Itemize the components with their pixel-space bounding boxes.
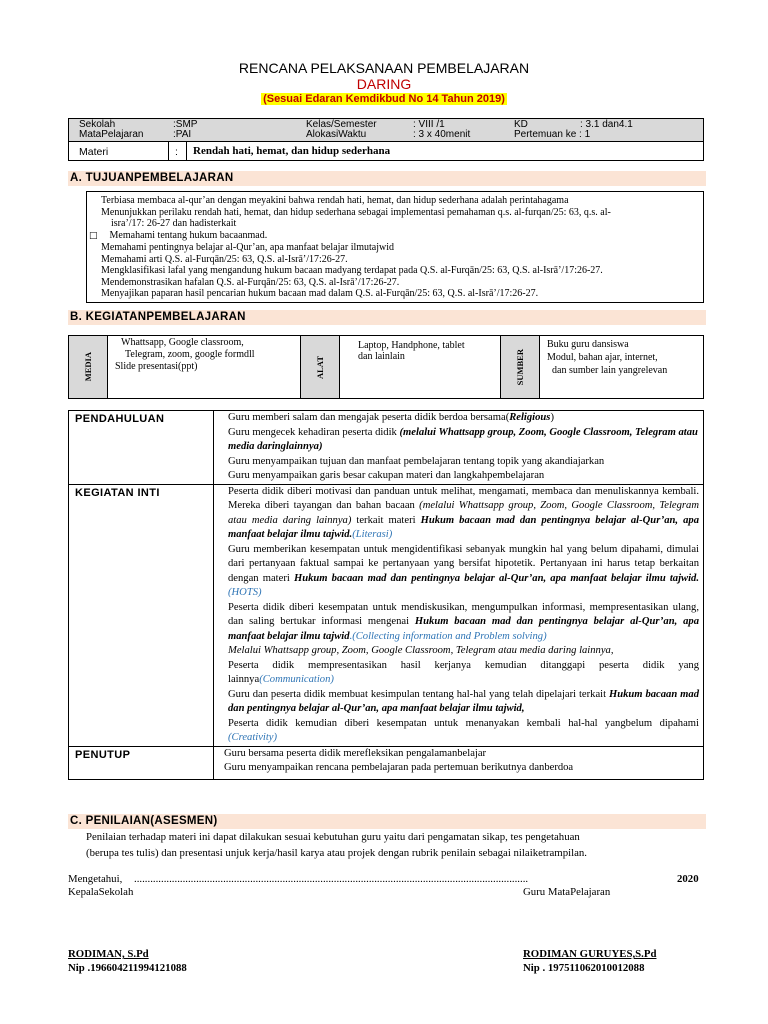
i2a-text: Guru memberikan kesempatan untuk mengidentifikasi sebanyak mungkin hal yang belum dipahami, dimulai dari pertanyaan faktual sampai ke pertanyaan yang bersifat hipotetik. Pertanyaan ini harus tetap berkaitan dengan materi	[228, 543, 699, 584]
section-b-title: B. KEGIATANPEMBELAJARAN	[68, 310, 706, 325]
i6a-text: Guru dan peserta didik membuat kesimpulan tentang hal-hal yang telah dipelajari terkait	[228, 688, 609, 700]
pendahuluan-label: PENDAHULUAN	[69, 411, 214, 485]
inti-step-6	[228, 688, 699, 717]
materi-colon: :	[175, 146, 178, 158]
alat-label: ALAT	[315, 355, 325, 379]
i1b-text: (melalui Whattsapp group, Zoom, Google Classroom, Telegram atau media daring lainnya)	[228, 500, 700, 526]
penutup-content	[214, 746, 704, 779]
i1c-text: terkait materi	[351, 514, 421, 526]
guru-label: Guru MataPelajaran	[523, 886, 611, 898]
objective-7: Mendemonstrasikan hafalan Q.S. al-Furqān/25: 63, Q.S. al-Isrā’/17:26-27.	[101, 276, 400, 288]
p2-emphasis: (melalui Whattsapp group, Zoom, Google Classroom, Telegram atau media daringlainnya)	[228, 426, 698, 452]
info-grid-divider	[69, 141, 703, 142]
sekolah-label: Sekolah	[79, 119, 116, 130]
alat-item-2: dan lainlain	[358, 351, 405, 362]
objective-8: Menyajikan paparan hasil pencarian hukum bacaan mad dalam Q.S. al-Furqān/25: 63, Q.S. al-Isrā’/17:26-27.	[101, 288, 539, 299]
kelas-label: Kelas/Semester	[306, 119, 377, 130]
alokasi-label: AlokasiWaktu	[306, 129, 367, 140]
penutup-step-2: Guru menyampaikan rencana pembelajaran pada pertemuan berikutnya danberdoa	[224, 762, 574, 773]
document-mode: DARING	[356, 76, 412, 92]
pendahuluan-step-4: Guru menyampaikan garis besar cakupan materi dan langkahpembelajaran	[228, 470, 545, 481]
i7b-text: (Creativity)	[228, 732, 278, 743]
sumber-item-2: Modul, bahan ajar, internet,	[547, 352, 658, 363]
inti-step-5	[228, 659, 699, 688]
signatory-right-nip: Nip . 197511062010012088	[523, 962, 645, 974]
document-note-text: (Sesuai Edaran Kemdikbud No 14 Tahun 2019)	[263, 93, 505, 105]
objective-3	[89, 229, 697, 243]
inti-step-3	[228, 601, 699, 645]
activity-row-pendahuluan	[69, 411, 704, 485]
alokasi-value: : 3 x 40menit	[413, 129, 471, 140]
materi-value: Rendah hati, hemat, dan hidup sederhana	[193, 145, 391, 157]
pendahuluan-step-1	[228, 411, 699, 426]
i3c-text: .(Collecting information and Problem solving)	[349, 630, 547, 642]
sumber-item-3: dan sumber lain yangrelevan	[552, 365, 668, 376]
info-grid	[68, 118, 704, 161]
pendahuluan-step-2	[228, 426, 699, 455]
inti-label: KEGIATAN INTI	[69, 484, 214, 746]
pertemuan-label: Pertemuan ke : 1	[514, 129, 591, 140]
i2b-text: Hukum bacaan mad dan pentingnya belajar al-Qur’an, apa manfaat belajar ilmu tajwid.	[293, 572, 699, 584]
i5a-text: Peserta didik mempresentasikan hasil kerjanya kemudian ditanggapi peserta didik yang lainnya	[228, 659, 699, 685]
materi-label: Materi	[79, 146, 109, 158]
p1-text: Guru memberi salam dan mengajak peserta didik berdoa bersama(	[228, 412, 510, 423]
alat-list	[358, 340, 465, 362]
signatory-left-name: RODIMAN, S.Pd	[68, 948, 149, 960]
objective-2-cont: isra’/17: 26-27 dan hadisterkait	[111, 218, 237, 229]
i7a-text: Peserta didik kemudian diberi kesempatan untuk menanyakan kembali hal-hal yangbelum dipahami	[228, 717, 699, 729]
kelas-value: : VIII /1	[413, 119, 445, 130]
penutup-label: PENUTUP	[69, 746, 214, 779]
media-label-cell	[69, 336, 108, 398]
i6b-text: Hukum bacaan mad dan pentingnya belajar al-Qur’an, apa manfaat belajar ilmu tajwid,	[228, 688, 699, 714]
assessment-line-2: (berupa tes tulis) dan presentasi unjuk kerja/hasil karya atau projek dengan rubrik penilain sebagai nilaiketrampilan.	[86, 847, 587, 859]
media-label: MEDIA	[83, 352, 93, 382]
assessment-line-1: Penilaian terhadap materi ini dapat dilakukan sesuai kebutuhan guru yaitu dari pengamatan sikap, tes pengetahuan	[86, 831, 580, 843]
i2c-text: (HOTS)	[228, 587, 262, 598]
i1a-text: Peserta didik diberi motivasi dan panduan untuk melihat, mengamati, membaca dan menuliskannya kembali. Mereka diberi tayangan dan bahan bacaan	[228, 485, 699, 511]
penutup-step-1: Guru bersama peserta didik merefleksikan pengalamanbelajar	[224, 747, 487, 759]
i1e-text: (Literasi)	[352, 529, 393, 540]
sekolah-value: :SMP	[173, 119, 198, 130]
sumber-label: SUMBER	[515, 348, 525, 386]
sumber-item-1: Buku guru dansiswa	[547, 339, 629, 350]
activity-row-inti	[69, 484, 704, 746]
mengetahui-label: Mengetahui,	[68, 873, 123, 885]
inti-content	[214, 484, 704, 746]
resources-box	[68, 335, 704, 399]
inti-step-7	[228, 717, 699, 746]
inti-step-4: Melalui Whattsapp group, Zoom, Google Classroom, Telegram atau media daring lainnya,	[228, 645, 614, 656]
activity-row-penutup	[69, 746, 704, 779]
sumber-list	[547, 338, 667, 377]
signatory-right-name: RODIMAN GURUYES,S.Pd	[523, 948, 657, 960]
i3a-text: Peserta didik diberi kesempatan untuk mendiskusikan, mengumpulkan informasi, mempresentasikan ulang, dan saling bertukar informasi mengenai	[228, 601, 699, 627]
kd-label: KD	[514, 119, 528, 130]
mapel-value: :PAI	[173, 129, 192, 140]
section-a-title: A. TUJUANPEMBELAJARAN	[68, 171, 706, 186]
document-title: RENCANA PELAKSANAAN PEMBELAJARAN	[238, 60, 530, 76]
pendahuluan-content	[214, 411, 704, 485]
date-dots: ..................................................................................................................................................	[134, 873, 529, 885]
activities-table	[68, 410, 704, 780]
signatory-left-nip: Nip .196604211994121088	[68, 962, 187, 974]
inti-step-2	[228, 543, 699, 601]
objectives-box	[86, 191, 704, 303]
i1d-text: Hukum bacaan mad dan pentingnya belajar al-Qur’an, apa manfaat belajar ilmu tajwid.	[228, 514, 700, 540]
i5b-text: (Communication)	[259, 674, 334, 685]
document-note	[0, 93, 768, 105]
media-list	[115, 337, 255, 373]
p2-text: Guru mengecek kehadiran peserta didik	[228, 426, 400, 438]
mapel-label: MataPelajaran	[79, 129, 144, 140]
media-item-3: Slide presentasi(ppt)	[115, 361, 198, 372]
objective-6: Mengklasifikasi lafal yang mengandung hukum bacaan madyang terdapat pada Q.S. al-Furqān/25: 63, Q.S. al-Isrā’/17:26-27.	[101, 265, 603, 276]
media-item-2: Telegram, zoom, google formdll	[125, 349, 255, 360]
materi-divider-1	[168, 141, 169, 161]
section-c-title: C. PENILAIAN(ASESMEN)	[68, 814, 706, 829]
year-label: 2020	[677, 873, 699, 885]
objective-1: Terbiasa membaca al-qur’an dengan meyakini bahwa rendah hati, hemat, dan hidup sederhana adalah perintahagama	[101, 195, 569, 206]
checkbox-icon: □	[89, 230, 98, 241]
kd-value: : 3.1 dan4.1	[580, 119, 633, 130]
alat-item-1: Laptop, Handphone, tablet	[358, 340, 465, 351]
media-item-1: Whattsapp, Google classroom,	[121, 337, 244, 348]
objective-3-text: Memahami tentang hukum bacaanmad.	[109, 229, 268, 241]
inti-step-1	[228, 485, 699, 543]
objective-5: Memahami arti Q.S. al-Furqān/25: 63, Q.S. al-Isrā’/17:26-27.	[101, 253, 348, 265]
pendahuluan-step-3: Guru menyampaikan tujuan dan manfaat pembelajaran tentang topik yang akandiajarkan	[228, 455, 605, 467]
p1-emphasis: Religious	[509, 412, 551, 423]
objective-4: Memahami pentingnya belajar al-Qur’an, apa manfaat belajar ilmutajwid	[101, 242, 395, 253]
kepala-label: KepalaSekolah	[68, 886, 134, 898]
objective-2: Menunjukkan perilaku rendah hati, hemat, dan hidup sederhana sebagai implementasi pemahaman q.s. al-furqan/25: 63, q.s. al-	[101, 206, 611, 218]
alat-label-cell	[300, 336, 340, 398]
sumber-label-cell	[500, 336, 540, 398]
i3b-text: Hukum bacaan mad dan pentingnya belajar al-Qur’an, apa manfaat belajar ilmu tajwid	[228, 616, 699, 642]
p1-end: )	[550, 412, 554, 423]
materi-divider-2	[186, 141, 187, 161]
